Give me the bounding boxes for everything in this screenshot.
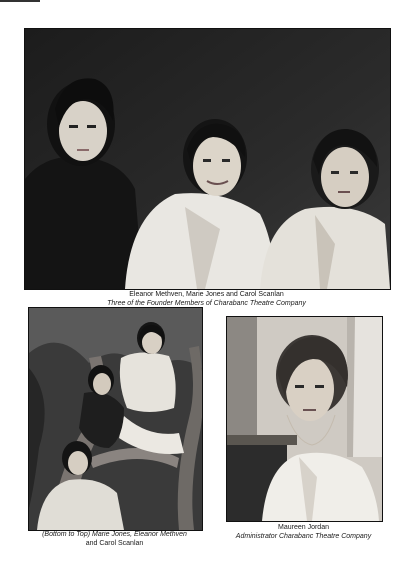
administrator-caption (218, 524, 389, 541)
administrator-caption-title: Administrator Charabanc Theatre Company (235, 532, 372, 540)
founder-members-photo (24, 28, 391, 290)
administrator-portrait-photo-art (227, 317, 382, 521)
page-top-rule (0, 0, 40, 2)
tree-group-caption-line2: and Carol Scanlan (85, 539, 144, 547)
tree-group-photo (28, 307, 203, 531)
tree-group-photo-art (29, 308, 202, 530)
administrator-portrait-photo (226, 316, 383, 522)
founder-members-caption (24, 291, 389, 308)
founder-members-caption-description: Three of the Founder Members of Charabanc Theatre Company (107, 299, 306, 307)
tree-group-caption-line1: (Bottom to Top) Marie Jones, Eleanor Methven (42, 531, 187, 538)
founder-members-photo-art (25, 29, 390, 289)
administrator-caption-name: Maureen Jordan (278, 524, 329, 531)
tree-group-caption (28, 531, 201, 548)
founder-members-caption-names: Eleanor Methven, Marie Jones and Carol Scanlan (129, 291, 284, 298)
